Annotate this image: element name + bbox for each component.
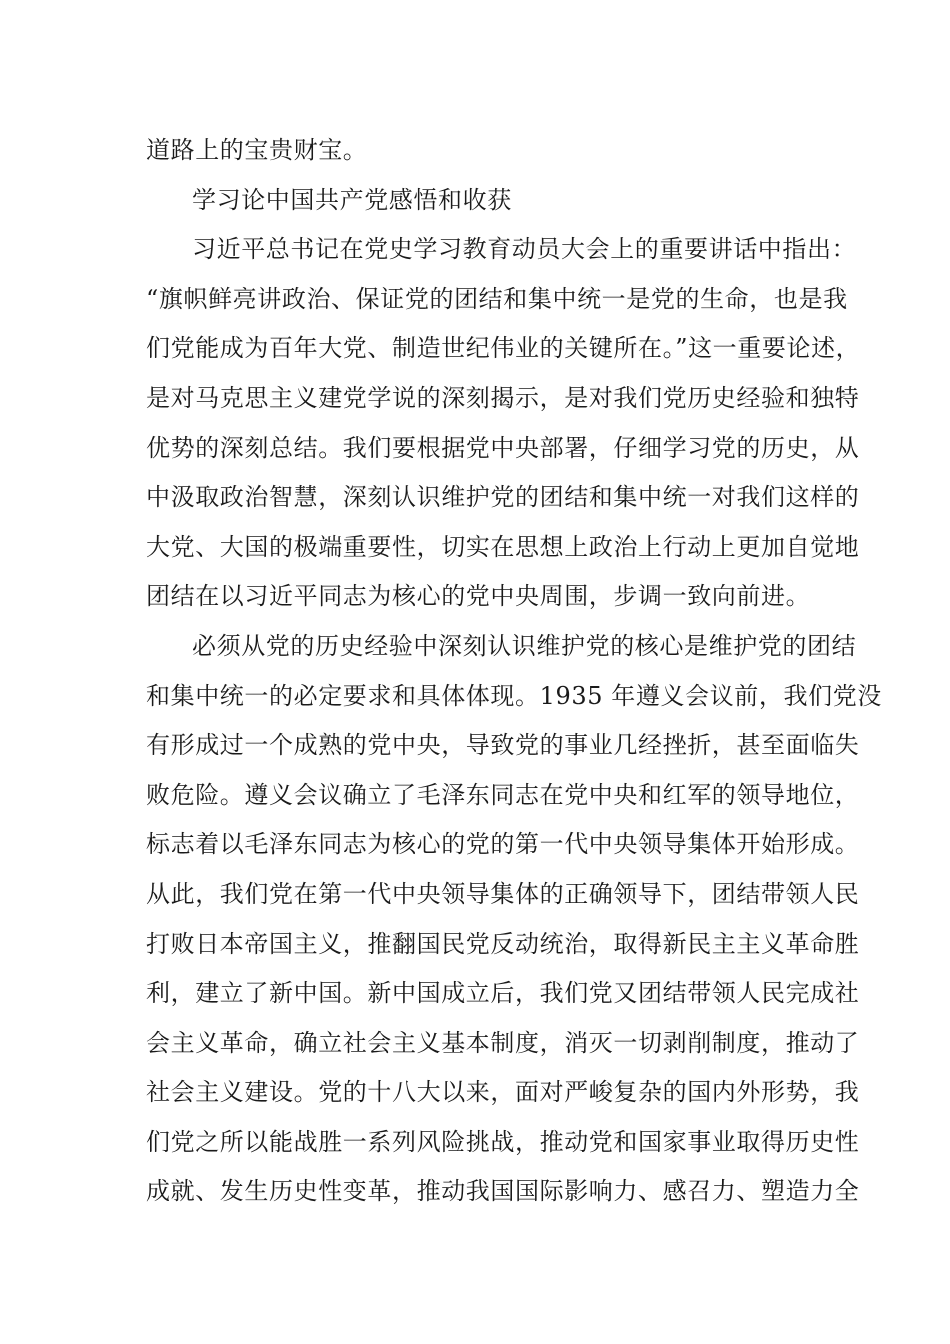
text-line: 成就、发生历史性变革，推动我国国际影响力、感召力、塑造力全: [146, 1177, 860, 1206]
text-line: 从此，我们党在第一代中央领导集体的正确领导下，团结带领人民: [146, 879, 860, 908]
text-line: 优势的深刻总结。我们要根据党中央部署，仔细学习党的历史，从: [146, 433, 860, 462]
text-line: 们党能成为百年大党、制造世纪伟业的关键所在。”这一重要论述，: [146, 334, 861, 363]
text-line: 社会主义建设。党的十八大以来，面对严峻复杂的国内外形势，我: [146, 1078, 860, 1107]
text-line: 打败日本帝国主义，推翻国民党反动统治，取得新民主主义革命胜: [146, 929, 860, 958]
text-line: 是对马克思主义建党学说的深刻揭示，是对我们党历史经验和独特: [146, 383, 860, 412]
text-line: 标志着以毛泽东同志为核心的党的第一代中央领导集体开始形成。: [146, 830, 860, 859]
text-line: 必须从党的历史经验中深刻认识维护党的核心是维护党的团结: [192, 631, 857, 660]
text-line: 大党、大国的极端重要性，切实在思想上政治上行动上更加自觉地: [146, 532, 860, 561]
text-line: 有形成过一个成熟的党中央，导致党的事业几经挫折，甚至面临失: [146, 731, 860, 760]
text-line: 中汲取政治智慧，深刻认识维护党的团结和集中统一对我们这样的: [146, 483, 860, 512]
text-line: 们党之所以能战胜一系列风险挑战，推动党和国家事业取得历史性: [146, 1127, 860, 1156]
text-line: “旗帜鲜亮讲政治、保证党的团结和集中统一是党的生命，也是我: [146, 284, 848, 313]
text-line: 习近平总书记在党史学习教育动员大会上的重要讲话中指出：: [192, 235, 857, 264]
section-heading: 学习论中国共产党感悟和收获: [192, 185, 512, 214]
text-line: 和集中统一的必定要求和具体体现。1935 年遵义会议前，我们党没: [146, 681, 882, 710]
text-line: 利，建立了新中国。新中国成立后，我们党又团结带领人民完成社: [146, 979, 860, 1008]
document-body: [146, 126, 882, 1217]
text-line: 败危险。遵义会议确立了毛泽东同志在党中央和红军的领导地位，: [146, 780, 860, 809]
text-line: 会主义革命，确立社会主义基本制度，消灭一切剥削制度，推动了: [146, 1028, 860, 1057]
text-line: 团结在以习近平同志为核心的党中央周围，步调一致向前进。: [146, 582, 811, 611]
text-line: 道路上的宝贵财宝。: [146, 136, 368, 164]
